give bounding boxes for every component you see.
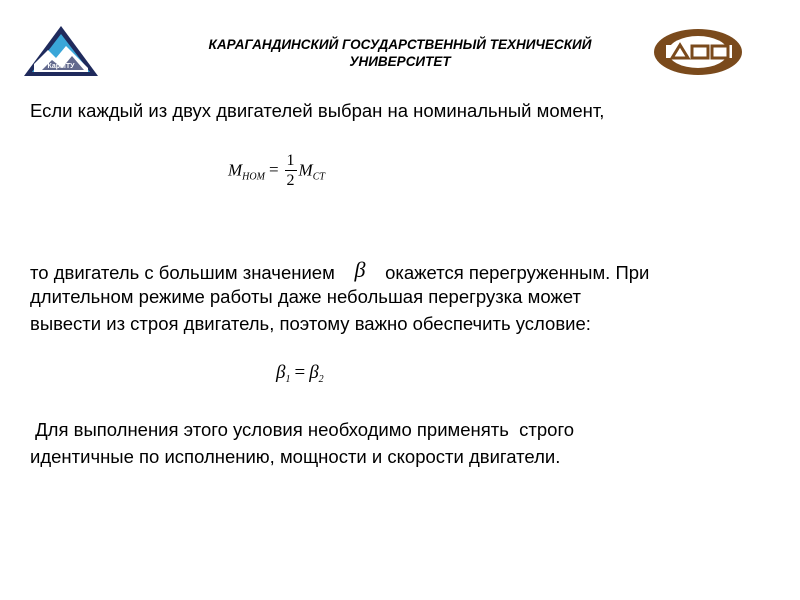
formula-beta-equality bbox=[276, 362, 324, 385]
title-line-1: КАРАГАНДИНСКИЙ ГОСУДАРСТВЕННЫЙ ТЕХНИЧЕСКИЙ bbox=[208, 37, 592, 52]
paragraph-2-text-b: окажется перегруженным. При bbox=[385, 262, 650, 283]
paragraph-2-line-1 bbox=[30, 256, 649, 286]
university-logo-left bbox=[22, 24, 100, 78]
formula1-numerator: 1 bbox=[286, 152, 295, 169]
formula2-rhs: β bbox=[309, 362, 319, 383]
formula1-denominator: 2 bbox=[286, 172, 295, 189]
paragraph-3-line-2: идентичные по исполнению, мощности и скорости двигатели. bbox=[30, 446, 561, 467]
formula1-lhs-sub: НОМ bbox=[242, 171, 265, 183]
formula1-fraction bbox=[285, 152, 297, 191]
beta-symbol: β bbox=[354, 257, 366, 282]
paragraph-3-line-1: Для выполнения этого условия необходимо применять строго bbox=[30, 419, 575, 440]
emblem-logo-icon bbox=[652, 27, 744, 77]
paragraph-1: Если каждый из двух двигателей выбран на номинальный момент, bbox=[30, 100, 605, 121]
formula1-eq: = bbox=[268, 160, 279, 180]
page-title bbox=[150, 36, 650, 70]
formula2-lhs-sub: 1 bbox=[285, 374, 291, 385]
paragraph-2-line-2: длительном режиме работы даже небольшая перегрузка может bbox=[30, 286, 581, 307]
formula2-rhs-sub: 2 bbox=[318, 374, 324, 385]
formula1-rhs: M bbox=[298, 160, 313, 180]
formula2-lhs: β bbox=[276, 362, 286, 383]
paragraph-2-line-3: вывести из строя двигатель, поэтому важно обеспечить условие: bbox=[30, 313, 591, 334]
triangle-logo-icon bbox=[22, 24, 100, 78]
formula1-rhs-sub: СТ bbox=[312, 171, 325, 183]
formula-nominal-moment bbox=[228, 152, 325, 191]
formula2-eq: = bbox=[294, 362, 306, 383]
title-line-2: УНИВЕРСИТЕТ bbox=[349, 54, 451, 69]
department-logo-right bbox=[652, 27, 744, 77]
logo-left-text: КарМТУ bbox=[47, 63, 75, 70]
formula1-lhs: M bbox=[228, 160, 243, 180]
paragraph-2-text-a: то двигатель с большим значением bbox=[30, 262, 335, 283]
